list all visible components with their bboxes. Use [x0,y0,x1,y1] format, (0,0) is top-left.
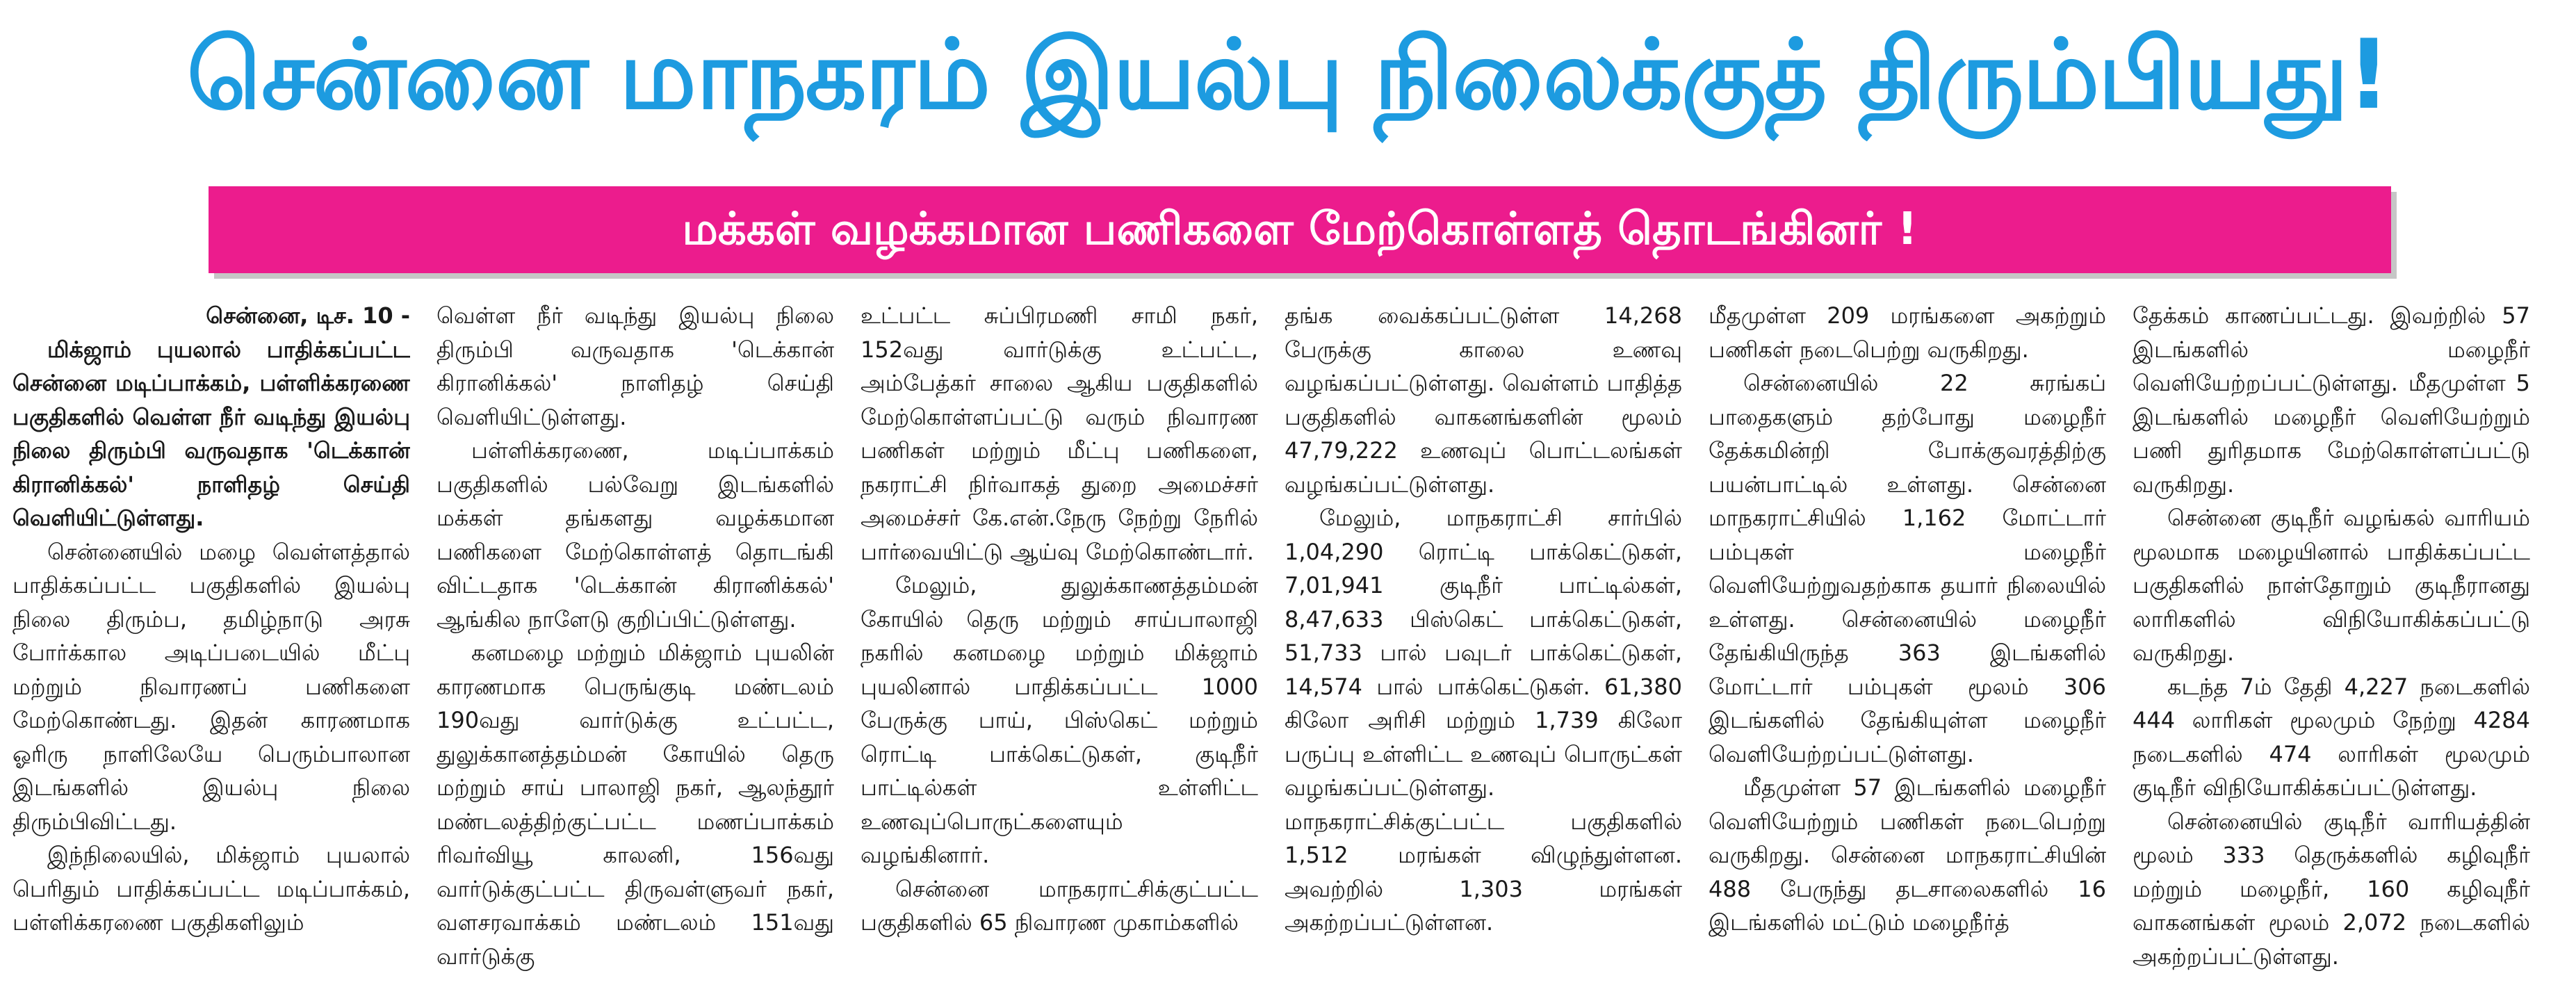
article-column-4 [1285,299,1682,991]
paragraph: உட்பட்ட சுப்பிரமணி சாமி நகர், 152வது வார்டுக்கு உட்பட்ட, அம்பேத்கர் சாலை ஆகிய பகுதிகளில் மேற்கொள்ளப்பட்டு வரும் நிவாரண பணிகள் மற்றும் மீட்பு பணிகளை, நகராட்சி நிர்வாகத் துறை அமைச்சர் அமைச்சர் கே.என்.நேரு நேற்று நேரில் பார்வையிட்டு ஆய்வு மேற்கொண்டார். [861,302,1258,565]
paragraph: வெள்ள நீர் வடிந்து இயல்பு நிலை திரும்பி வருவதாக 'டெக்கான் கிரானிக்கல்' நாளிதழ் செய்தி வெளியிட்டுள்ளது. [437,302,834,430]
article-body [0,299,2576,994]
paragraph: பள்ளிக்கரணை, மடிப்பாக்கம் பகுதிகளில் பல்வேறு இடங்களில் மக்கள் தங்களது வழக்கமான பணிகளை மேற்கொள்ளத் தொடங்கி விட்டதாக 'டெக்கான் கிரானிக்கல்' ஆங்கில நாளேடு குறிப்பிட்டுள்ளது. [437,437,834,633]
paragraph: சென்னை மாநகராட்சிக்குட்பட்ட பகுதிகளில் 65 நிவாரண முகாம்களில் [861,875,1258,936]
article-column-5 [1709,299,2106,991]
paragraph: இந்நிலையில், மிக்ஜாம் புயலால் பெரிதும் பாதிக்கப்பட்ட மடிப்பாக்கம், பள்ளிக்கரணை பகுதிகளிலும் [13,842,410,936]
subheadline-banner: மக்கள் வழக்கமான பணிகளை மேற்கொள்ளத் தொடங்கினர் ! [209,186,2391,273]
paragraph: சென்னையில் குடிநீர் வாரியத்தின் மூலம் 333 தெருக்களில் கழிவுநீர் மற்றும் மழைநீர், 160 கழிவுநீர் வாகனங்கள் மூலம் 2,072 நடைகளில் அகற்றப்பட்டுள்ளது. [2133,808,2530,970]
paragraph: கடந்த 7ம் தேதி 4,227 நடைகளில் 444 லாரிகள் மூலமும் நேற்று 4284 நடைகளில் 474 லாரிகள் மூலமும் குடிநீர் விநியோகிக்கப்பட்டுள்ளது. [2133,673,2530,801]
paragraph: சென்னையில் 22 சுரங்கப் பாதைகளும் தற்போது மழைநீர் தேக்கமின்றி போக்குவரத்திற்கு பயன்பாட்டில் உள்ளது. சென்னை மாநகராட்சியில் 1,162 மோட்டார் பம்புகள் மழைநீர் வெளியேற்றுவதற்காக தயார் நிலையில் உள்ளது. சென்னையில் மழைநீர் தேங்கியிருந்த 363 இடங்களில் மோட்டார் பம்புகள் மூலம் 306 இடங்களில் தேங்கியுள்ள மழைநீர் வெளியேற்றப்பட்டுள்ளது. [1709,370,2106,767]
paragraph: மீதமுள்ள 209 மரங்களை அகற்றும் பணிகள் நடைபெற்று வருகிறது. [1709,302,2106,363]
headline: சென்னை மாநகரம் இயல்பு நிலைக்குத் திரும்பியது! [186,19,2390,131]
article-column-2 [437,299,834,991]
article-column-6 [2133,299,2530,991]
paragraph: சென்னை குடிநீர் வழங்கல் வாரியம் மூலமாக மழையினால் பாதிக்கப்பட்ட பகுதிகளில் நாள்தோறும் குடிநீரானது லாரிகளில் விநியோகிக்கப்பட்டு வருகிறது. [2133,505,2530,666]
paragraph: கனமழை மற்றும் மிக்ஜாம் புயலின் காரணமாக பெருங்குடி மண்டலம் 190வது வார்டுக்கு உட்பட்ட, துலுக்கானத்தம்மன் கோயில் தெரு மற்றும் சாய் பாலாஜி நகர், ஆலந்தூர் மண்டலத்திற்குட்பட்ட மணப்பாக்கம் ரிவர்வியூ காலனி, 156வது வார்டுக்குட்பட்ட திருவள்ளுவர் நகர், வளசரவாக்கம் மண்டலம் 151வது வார்டுக்கு [437,639,834,970]
paragraph: மீதமுள்ள 57 இடங்களில் மழைநீர் வெளியேற்றும் பணிகள் நடைபெற்று வருகிறது. சென்னை மாநகராட்சியின் 488 பேருந்து தடசாலைகளில் 16 இடங்களில் மட்டும் மழைநீர்த் [1709,774,2106,936]
dateline: சென்னை, டிச. 10 - [206,302,410,329]
paragraph: சென்னையில் மழை வெள்ளத்தால் பாதிக்கப்பட்ட பகுதிகளில் இயல்பு நிலை திரும்ப, தமிழ்நாடு அரசு போர்க்கால அடிப்படையில் மீட்பு மற்றும் நிவாரணப் பணிகளை மேற்கொண்டது. இதன் காரணமாக ஓரிரு நாளிலேயே பெரும்பாலான இடங்களில் இயல்பு நிலை திரும்பிவிட்டது. [13,538,410,835]
paragraph: தங்க வைக்கப்பட்டுள்ள 14,268 பேருக்கு காலை உணவு வழங்கப்பட்டுள்ளது. வெள்ளம் பாதித்த பகுதிகளில் வாகனங்களின் மூலம் 47,79,222 உணவுப் பொட்டலங்கள் வழங்கப்பட்டுள்ளது. [1285,302,1682,498]
lead-paragraph: மிக்ஜாம் புயலால் பாதிக்கப்பட்ட சென்னை மடிப்பாக்கம், பள்ளிக்கரணை பகுதிகளில் வெள்ள நீர் வடிந்து இயல்பு நிலை திரும்பி வருவதாக 'டெக்கான் கிரானிக்கல்' நாளிதழ் செய்தி வெளியிட்டுள்ளது. [13,336,410,531]
article-column-1 [13,299,410,991]
paragraph: மேலும், துலுக்காணத்தம்மன் கோயில் தெரு மற்றும் சாய்பாலாஜி நகரில் கனமழை மற்றும் மிக்ஜாம் புயலினால் பாதிக்கப்பட்ட 1000 பேருக்கு பாய், பிஸ்கெட் மற்றும் ரொட்டி பாக்கெட்டுகள், குடிநீர் பாட்டில்கள் உள்ளிட்ட உணவுப்பொருட்களையும் வழங்கினார். [861,572,1258,868]
paragraph: மேலும், மாநகராட்சி சார்பில் 1,04,290 ரொட்டி பாக்கெட்டுகள், 7,01,941 குடிநீர் பாட்டில்கள், 8,47,633 பிஸ்கெட் பாக்கெட்டுகள், 51,733 பால் பவுடர் பாக்கெட்டுகள், 14,574 பால் பாக்கெட்டுகள். 61,380 கிலோ அரிசி மற்றும் 1,739 கிலோ பருப்பு உள்ளிட்ட உணவுப் பொருட்கள் வழங்கப்பட்டுள்ளது. மாநகராட்சிக்குட்பட்ட பகுதிகளில் 1,512 மரங்கள் விழுந்துள்ளன. அவற்றில் 1,303 மரங்கள் அகற்றப்பட்டுள்ளன. [1285,505,1682,936]
article-column-3 [861,299,1258,991]
paragraph: தேக்கம் காணப்பட்டது. இவற்றில் 57 இடங்களில் மழைநீர் வெளியேற்றப்பட்டுள்ளது. மீதமுள்ள 5 இடங்களில் மழைநீர் வெளியேற்றும் பணி துரிதமாக மேற்கொள்ளப்பட்டு வருகிறது. [2133,302,2530,498]
